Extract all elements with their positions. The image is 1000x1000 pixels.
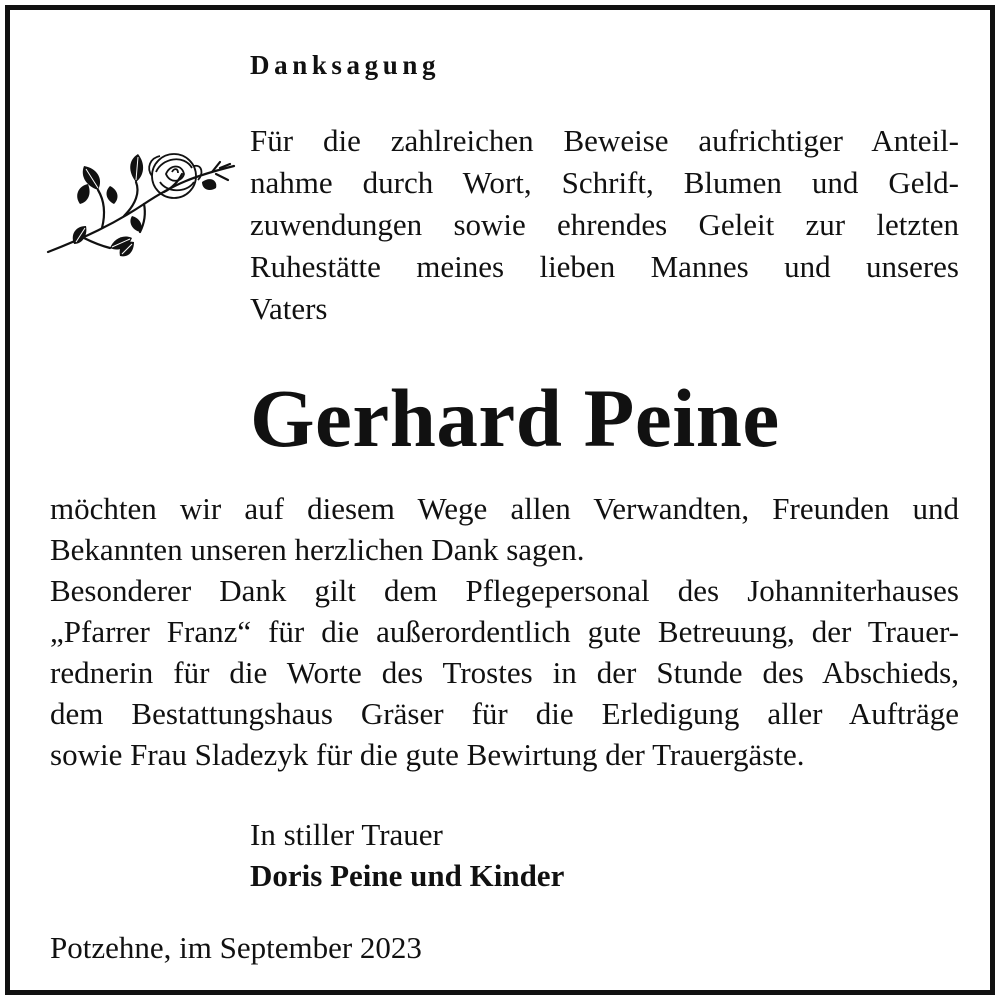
intro-line: Für die zahlreichen Beweise aufrichtiger Anteil- (250, 123, 959, 158)
obituary-notice (5, 5, 995, 995)
thanks-paragraph (50, 488, 959, 775)
body-line: möchten wir auf diesem Wege allen Verwandten, Freunden und (50, 491, 959, 526)
body-line: „Pfarrer Franz“ für die außerordentlich gute Betreuung, der Trauer- (50, 614, 959, 649)
intro-line: nahme durch Wort, Schrift, Blumen und Geld- (250, 165, 959, 200)
closing-phrase: In stiller Trauer (250, 817, 443, 852)
rose-branch-icon (44, 142, 240, 264)
intro-paragraph (250, 120, 959, 330)
body-line: rednerin für die Worte des Trostes in der Stunde des Abschieds, (50, 655, 959, 690)
intro-line: Ruhestätte meines lieben Mannes und unseres (250, 249, 959, 284)
body-line: Besonderer Dank gilt dem Pflegepersonal des Johanniterhauses (50, 573, 959, 608)
body-line: Bekannten unseren herzlichen Dank sagen. (50, 532, 585, 567)
body-line: sowie Frau Sladezyk für die gute Bewirtung der Trauergäste. (50, 737, 805, 772)
notice-heading: Danksagung (250, 50, 441, 80)
body-line: dem Bestattungshaus Gräser für die Erledigung aller Aufträge (50, 696, 959, 731)
place-date: Potzehne, im September 2023 (50, 930, 422, 965)
intro-line: Vaters (250, 291, 328, 326)
deceased-name: Gerhard Peine (250, 372, 780, 464)
intro-line: zuwendungen sowie ehrendes Geleit zur letzten (250, 207, 959, 242)
signature: Doris Peine und Kinder (250, 858, 565, 893)
